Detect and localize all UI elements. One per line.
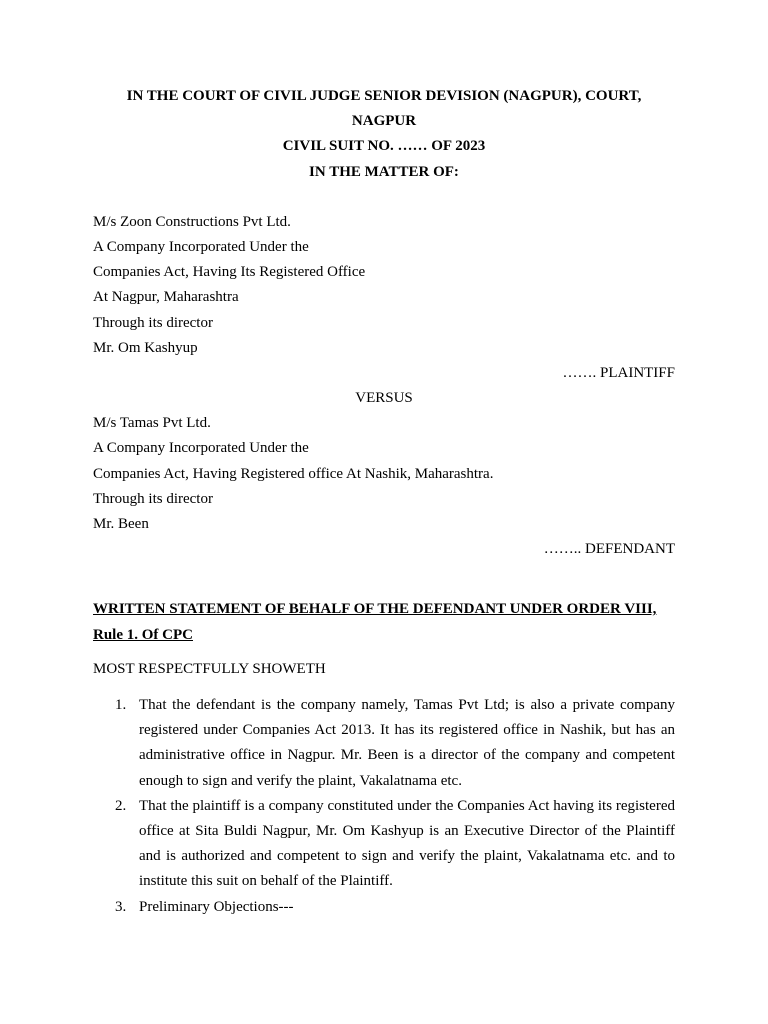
defendant-line: Mr. Been bbox=[93, 516, 149, 532]
list-item bbox=[93, 794, 675, 895]
list-item-text: Preliminary Objections--- bbox=[139, 898, 294, 915]
showeth-heading: MOST RESPECTFULLY SHOWETH bbox=[93, 660, 326, 677]
plaintiff-line: A Company Incorporated Under the bbox=[93, 238, 309, 255]
court-heading bbox=[93, 84, 675, 185]
defendant-line: Through its director bbox=[93, 490, 213, 507]
list-item-number: 1. bbox=[115, 696, 127, 713]
versus-label: VERSUS bbox=[355, 390, 413, 407]
suit-number: CIVIL SUIT NO. …… OF 2023 bbox=[282, 138, 486, 155]
plaintiff-line: At Nagpur, Maharashtra bbox=[93, 289, 239, 306]
list-item-text: That the defendant is the company namely, Tamas Pvt Ltd; is also a private company registered under Companies Act 2013. It has its registered office in Nashik, but has an administrative office in Nagpur. Mr. Been is a director of the company and competent enough to sign and verify the plaint, Vakalatnama etc. bbox=[139, 696, 675, 789]
statement-title-line-1: WRITTEN STATEMENT OF BEHALF OF THE DEFENDANT UNDER ORDER VIII, bbox=[93, 601, 657, 618]
defendant-role: …….. DEFENDANT bbox=[543, 541, 675, 558]
plaintiff-block bbox=[93, 210, 675, 386]
defendant-line: Companies Act, Having Registered office At Nashik, Maharashtra. bbox=[93, 465, 494, 482]
list-item-text: That the plaintiff is a company constituted under the Companies Act having its registered office at Sita Buldi Nagpur, Mr. Om Kashyup is an Executive Director of the Plaintiff and is authorized and competent to sign and verify the plaint, Vakalatnama etc. and to institute this suit on behalf of the Plaintiff. bbox=[139, 797, 675, 890]
plaintiff-line: Companies Act, Having Its Registered Office bbox=[93, 264, 366, 281]
plaintiff-line: Mr. Om Kashyup bbox=[93, 339, 198, 356]
court-heading-line-1: IN THE COURT OF CIVIL JUDGE SENIOR DEVISION (NAGPUR), COURT, bbox=[126, 88, 642, 104]
court-heading-line-2: NAGPUR bbox=[351, 113, 417, 130]
document-body bbox=[93, 84, 675, 920]
plaintiff-line: M/s Zoon Constructions Pvt Ltd. bbox=[93, 213, 291, 230]
statement-title-line-2: Rule 1. Of CPC bbox=[93, 626, 193, 643]
defendant-line: A Company Incorporated Under the bbox=[93, 440, 309, 457]
numbered-points bbox=[93, 693, 675, 920]
plaintiff-line: Through its director bbox=[93, 314, 213, 331]
matter-heading: IN THE MATTER OF: bbox=[309, 163, 459, 180]
statement-title bbox=[93, 597, 675, 647]
plaintiff-role: ……. PLAINTIFF bbox=[562, 364, 675, 381]
defendant-block bbox=[93, 411, 675, 562]
list-item bbox=[93, 693, 675, 794]
list-item-number: 2. bbox=[115, 797, 127, 814]
list-item-number: 3. bbox=[115, 898, 127, 915]
list-item bbox=[93, 895, 675, 920]
defendant-line: M/s Tamas Pvt Ltd. bbox=[93, 415, 211, 432]
